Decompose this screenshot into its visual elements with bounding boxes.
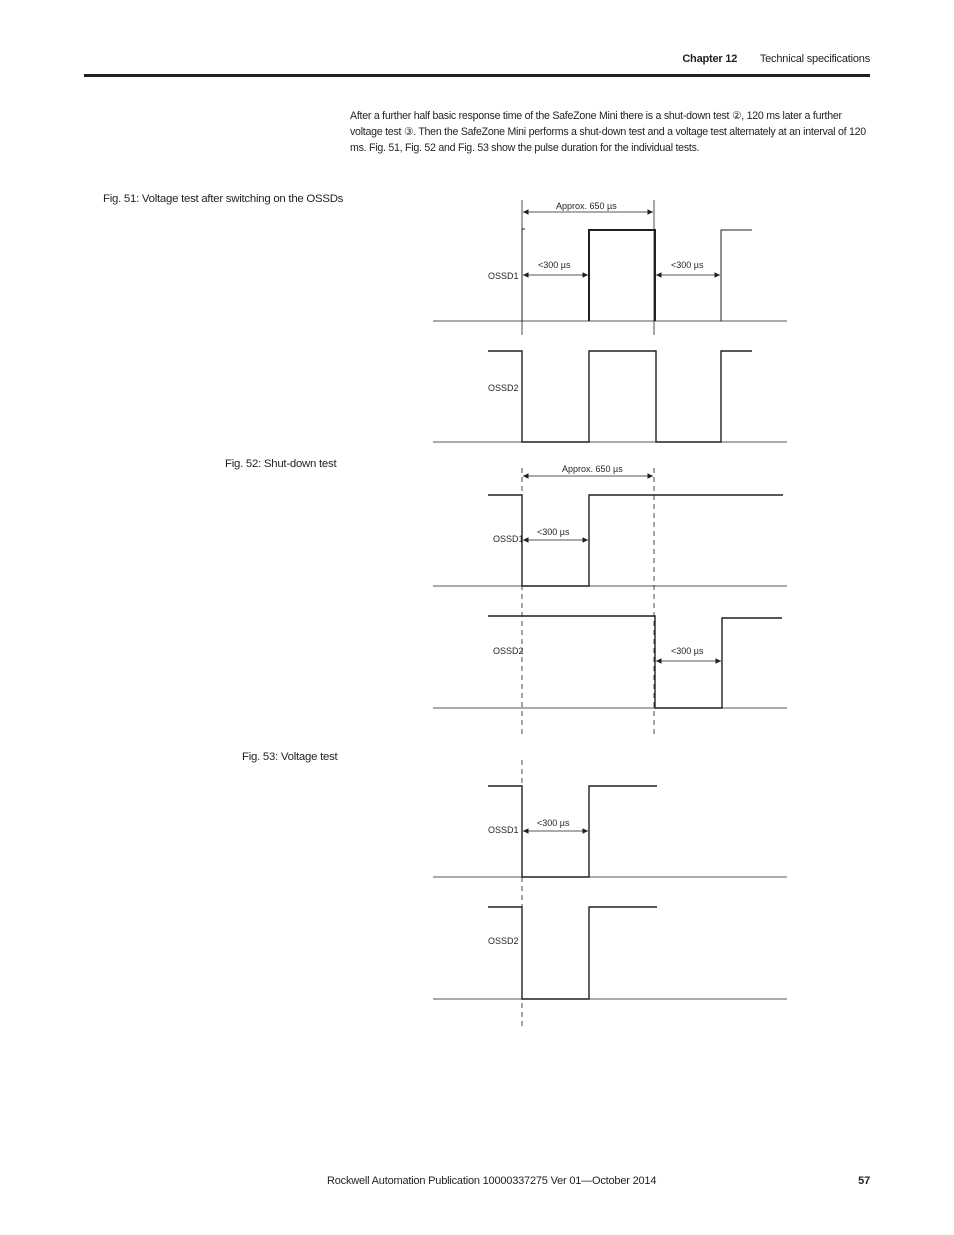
- ossd2-signal: [488, 616, 782, 708]
- fig51-caption: Fig. 51: Voltage test after switching on the OSSDs: [103, 193, 344, 205]
- fig52-diagram: [420, 460, 800, 740]
- gap1-label: <300 µs: [537, 818, 570, 828]
- ossd2-signal: [488, 907, 657, 999]
- fig53-diagram: [420, 758, 800, 1033]
- ossd1-label: OSSD1: [493, 534, 524, 544]
- publication-info: Rockwell Automation Publication 10000337275 Ver 01—October 2014: [327, 1175, 657, 1187]
- ossd1-signal-tail: [721, 230, 752, 321]
- gap1-label: <300 µs: [537, 527, 570, 537]
- ossd1-pulse-high: [589, 230, 655, 321]
- approx-label: Approx. 650 µs: [562, 464, 623, 474]
- gap2-label: <300 µs: [671, 646, 704, 656]
- fig51-diagram: [420, 195, 800, 455]
- gap2-label: <300 µs: [671, 260, 704, 270]
- ossd2-label: OSSD2: [488, 936, 519, 946]
- ossd2-label: OSSD2: [488, 383, 519, 393]
- fig53-caption: Fig. 53: Voltage test: [242, 751, 338, 763]
- ossd1-label: OSSD1: [488, 825, 519, 835]
- section-title: Technical specifications: [759, 53, 870, 65]
- approx-label: Approx. 650 µs: [556, 201, 617, 211]
- fig52-caption: Fig. 52: Shut-down test: [225, 458, 337, 470]
- ossd1-signal: [488, 495, 783, 586]
- ossd1-label: OSSD1: [488, 271, 519, 281]
- ossd2-label: OSSD2: [493, 646, 524, 656]
- intro-paragraph: After a further half basic response time of the SafeZone Mini there is a shut-down test ②, 120 ms later a further voltage test ③. Then the SafeZone Mini performs a shut-down test and a voltage test alternately at an interval of 120 ms. Fig. 51, Fig. 52 and Fig. 53 show the pulse duration for the individual tests.: [350, 110, 866, 154]
- chapter-label: Chapter 12: [682, 53, 738, 65]
- gap1-label: <300 µs: [538, 260, 571, 270]
- ossd2-signal: [488, 351, 752, 442]
- page-header: [682, 53, 870, 65]
- header-rule: [84, 74, 870, 77]
- page-number: 57: [858, 1175, 870, 1187]
